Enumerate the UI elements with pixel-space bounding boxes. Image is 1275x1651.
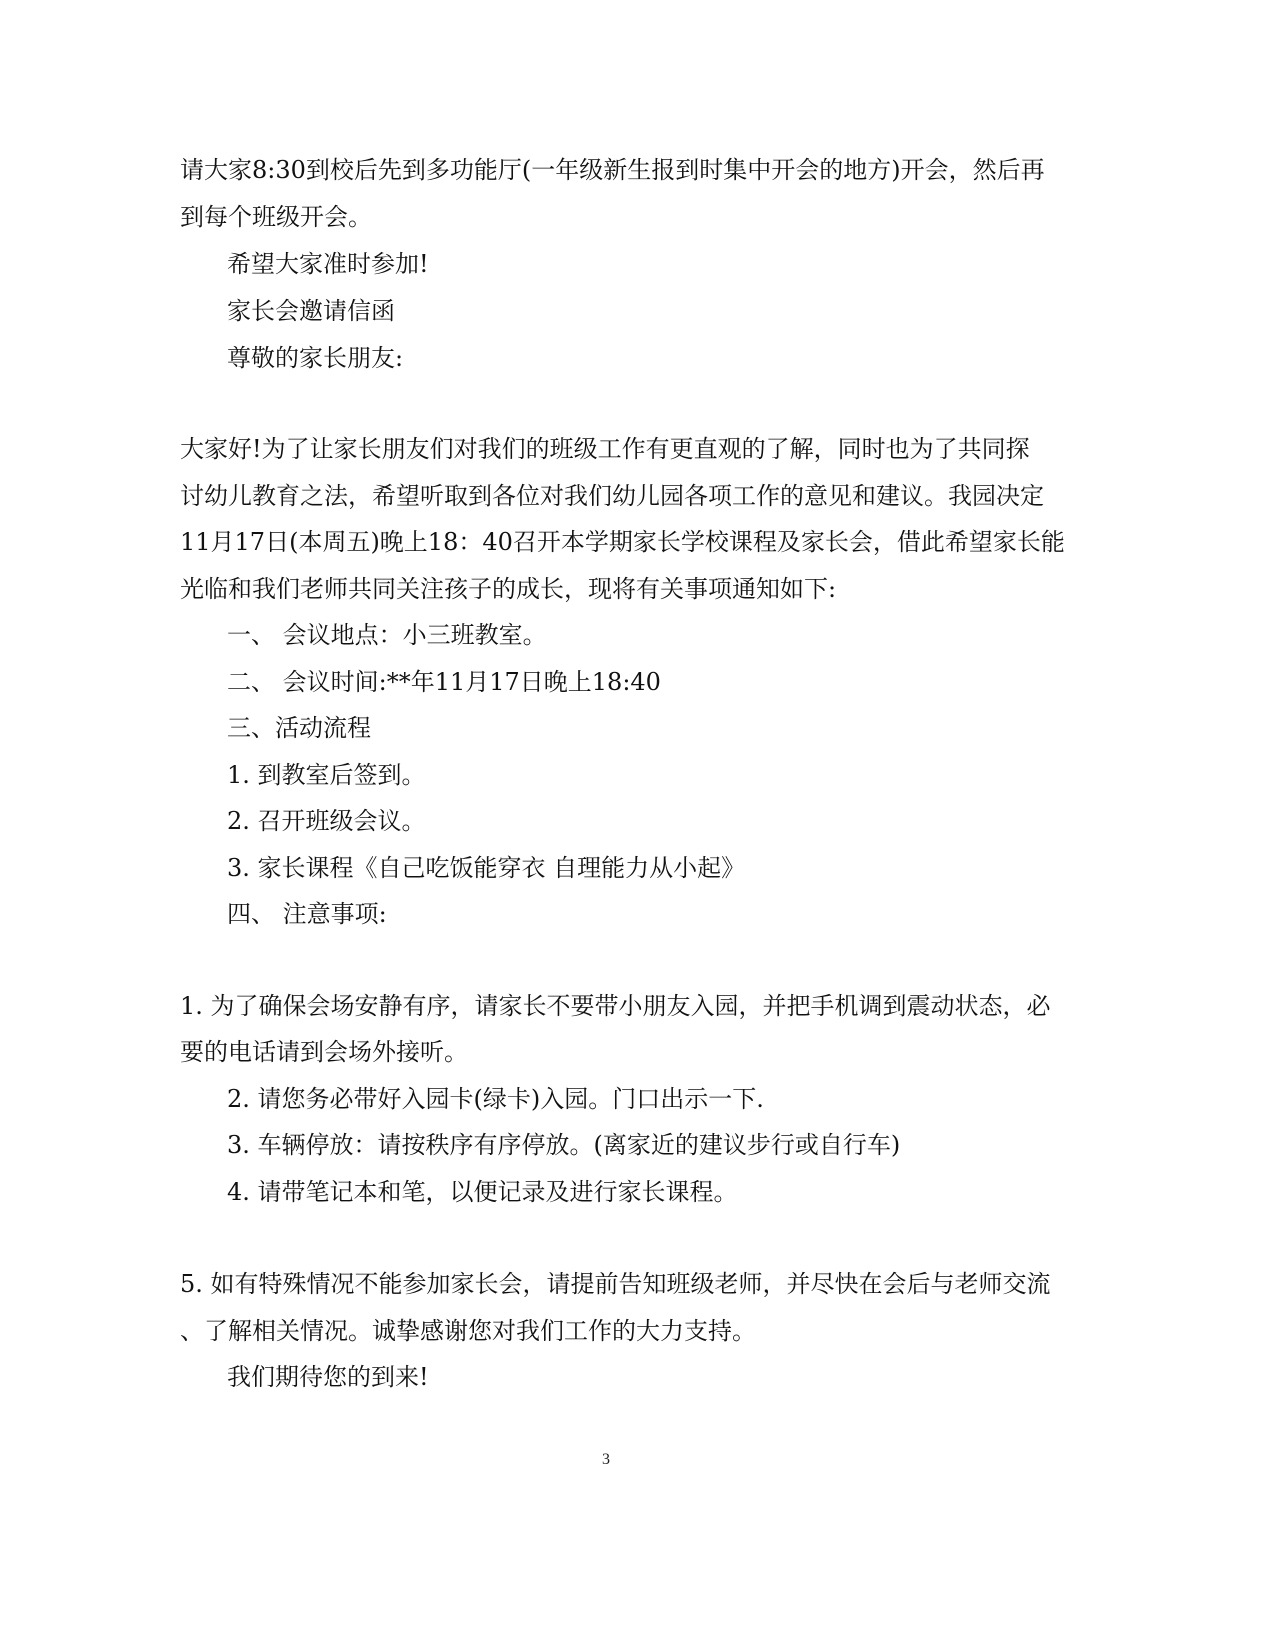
text-line: 大家好!为了让家长朋友们对我们的班级工作有更直观的了解，同时也为了共同探 <box>180 435 1030 463</box>
list-item: 2. 召开班级会议。 <box>227 807 426 835</box>
list-item: 2. 请您务必带好入园卡(绿卡)入园。门口出示一下. <box>227 1085 764 1113</box>
text-line: 请大家8:30到校后先到多功能厅(一年级新生报到时集中开会的地方)开会，然后再 <box>180 156 1045 184</box>
closing-line: 我们期待您的到来! <box>227 1363 429 1391</box>
text-line: 讨幼儿教育之法，希望听取到各位对我们幼儿园各项工作的意见和建议。我园决定 <box>180 482 1044 510</box>
list-item: 一、 会议地点：小三班教室。 <box>227 621 547 649</box>
text-line: 光临和我们老师共同关注孩子的成长，现将有关事项通知如下: <box>180 575 837 603</box>
list-item: 三、活动流程 <box>227 714 371 742</box>
list-item: 3. 家长课程《自己吃饭能穿衣 自理能力从小起》 <box>227 854 746 882</box>
list-item: 四、 注意事项: <box>227 900 387 928</box>
list-item: 1. 为了确保会场安静有序，请家长不要带小朋友入园，并把手机调到震动状态，必 <box>180 992 1051 1020</box>
text-line: 到每个班级开会。 <box>180 203 372 231</box>
list-item: 二、 会议时间:**年11月17日晚上18:40 <box>227 668 661 696</box>
text-line: 11月17日(本周五)晚上18：40召开本学期家长学校课程及家长会，借此希望家长能 <box>180 528 1065 556</box>
heading: 家长会邀请信函 <box>227 297 395 325</box>
list-item: 1. 到教室后签到。 <box>227 761 426 789</box>
salutation: 尊敬的家长朋友: <box>227 344 404 372</box>
text-line: 、了解相关情况。诚挚感谢您对我们工作的大力支持。 <box>180 1317 756 1345</box>
text-line: 希望大家准时参加! <box>227 250 429 278</box>
list-item: 4. 请带笔记本和笔，以便记录及进行家长课程。 <box>227 1178 738 1206</box>
list-item: 3. 车辆停放：请按秩序有序停放。(离家近的建议步行或自行车) <box>227 1131 901 1159</box>
text-line: 要的电话请到会场外接听。 <box>180 1038 468 1066</box>
page-number: 3 <box>602 1451 610 1468</box>
list-item: 5. 如有特殊情况不能参加家长会，请提前告知班级老师，并尽快在会后与老师交流 <box>180 1270 1051 1298</box>
